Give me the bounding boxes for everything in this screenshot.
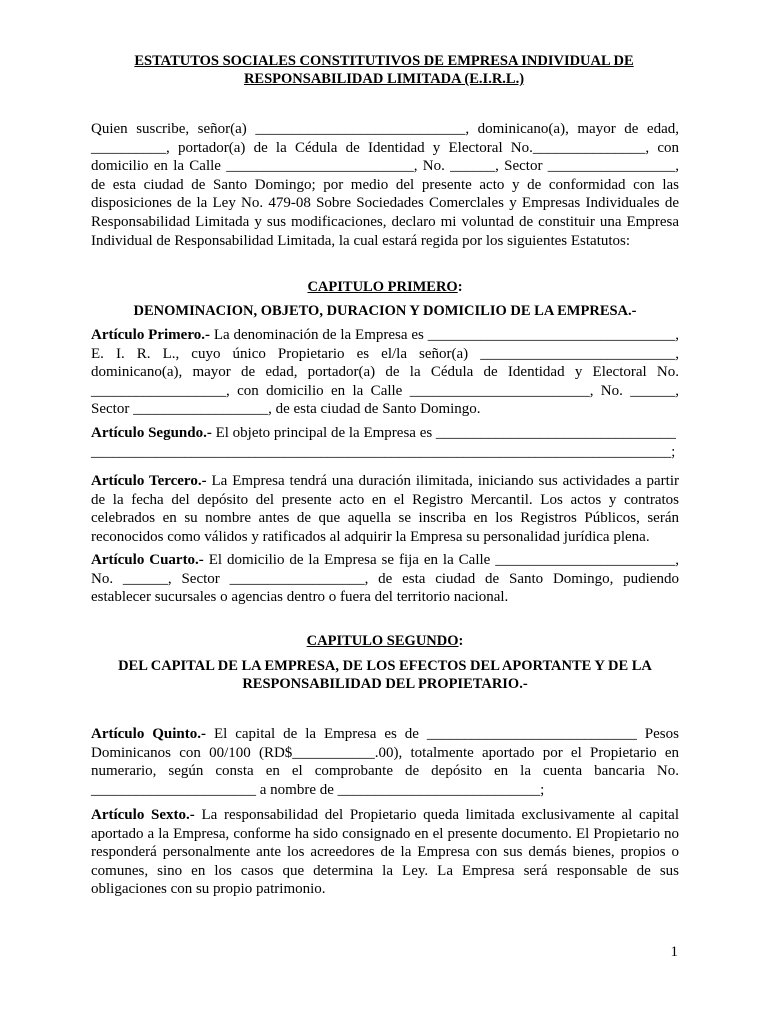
chapter-1-title: CAPITULO PRIMERO bbox=[307, 279, 458, 295]
article-6 bbox=[91, 806, 679, 899]
article-line: comunes, sino en los casos que determina la Ley. La Empresa será responsable de sus bbox=[91, 862, 679, 879]
article-line bbox=[91, 326, 679, 345]
article-3-text: La Empresa tendrá una duración ilimitada, iniciando sus actividades a partir bbox=[206, 473, 680, 489]
intro-line: disposiciones de la Ley No. 479-08 Sobre Sociedades Comerclales y Empresas Individuales de bbox=[91, 195, 679, 212]
chapter-1-colon: : bbox=[457, 279, 463, 295]
intro-line: Responsabilidad Limitada y sus modificaciones, declaro mi voluntad de constituir una Empresa bbox=[91, 213, 679, 230]
chapter-2-colon: : bbox=[458, 633, 464, 649]
article-line: __________________, con domicilio en la Calle ________________________, No. ______, bbox=[91, 382, 679, 399]
article-line: aportado a la Empresa, conforme ha sido consignado en el presente documento. El Propietario no bbox=[91, 825, 679, 842]
chapter-2-subheading bbox=[91, 657, 679, 693]
intro-line: Individual de Responsabilidad Limitada, la cual estará regida por los siguientes Estatutos: bbox=[91, 232, 631, 249]
chapter-1-subheading bbox=[91, 302, 679, 320]
article-5 bbox=[91, 725, 679, 799]
article-4-text: El domicilio de la Empresa se fija en la Calle ________________________, bbox=[203, 552, 679, 568]
intro-line: __________, portador(a) de la Cédula de Identidad y Electoral No._______________, con bbox=[91, 139, 679, 156]
article-1 bbox=[91, 326, 679, 419]
intro-line: domicilio en la Calle _________________________, No. ______, Sector _________________, bbox=[91, 158, 679, 175]
article-line: _________________________________________________________________________________; bbox=[91, 443, 676, 460]
chapter-1-heading bbox=[91, 278, 679, 296]
article-2-label: Artículo Segundo.- bbox=[91, 425, 212, 441]
chapter-1-subtitle: DENOMINACION, OBJETO, DURACION Y DOMICILIO DE LA EMPRESA.- bbox=[133, 303, 637, 319]
article-line bbox=[91, 424, 679, 443]
page-number: 1 bbox=[670, 944, 678, 960]
article-4 bbox=[91, 551, 679, 607]
article-line bbox=[91, 725, 679, 744]
chapter-2-heading bbox=[91, 632, 679, 650]
article-line: responderá personalmente ante los acreedores de la Empresa con sus demás bienes, propios o bbox=[91, 844, 679, 861]
article-2 bbox=[91, 424, 679, 461]
article-line: Sector __________________, de esta ciudad de Santo Domingo. bbox=[91, 401, 481, 418]
article-3 bbox=[91, 472, 679, 546]
document-title bbox=[70, 52, 698, 88]
article-6-text: La responsabilidad del Propietario queda limitada exclusivamente al capital bbox=[194, 807, 680, 823]
intro-line: de esta ciudad de Santo Domingo; por medio del presente acto y de conformidad con las bbox=[91, 176, 679, 193]
article-2-text: El objeto principal de la Empresa es ________________________________ bbox=[211, 425, 676, 441]
article-line: establecer sucursales o agencias dentro o fuera del territorio nacional. bbox=[91, 589, 509, 606]
article-line: No. ______, Sector __________________, de esta ciudad de Santo Domingo, pudiendo bbox=[91, 570, 679, 587]
intro-line: Quien suscribe, señor(a) ____________________________, dominicano(a), mayor de edad, bbox=[91, 121, 679, 137]
article-line: dominicano(a), mayor de edad, portador(a) de la Cédula de Identidad y Electoral No. bbox=[91, 364, 679, 381]
article-line bbox=[91, 806, 679, 825]
article-line: reconocidos como válidos y ratificados al adquirir la Empresa su personalidad jurídica plena. bbox=[91, 528, 650, 545]
article-5-label: Artículo Quinto.- bbox=[91, 726, 207, 742]
article-line: celebrados en su nombre antes de que aquella se inscriba en los Registros Públicos, serán bbox=[91, 510, 679, 527]
chapter-2-subtitle-line-2: RESPONSABILIDAD DEL PROPIETARIO.- bbox=[242, 676, 528, 692]
article-1-text: La denominación de la Empresa es _________________________________, bbox=[209, 327, 679, 343]
article-line bbox=[91, 472, 679, 491]
article-3-label: Artículo Tercero.- bbox=[91, 473, 207, 489]
article-line: de la fecha del depósito del presente acto en el Registro Mercantil. Los actos y contratos bbox=[91, 491, 679, 508]
article-5-text: El capital de la Empresa es de ____________________________ Pesos bbox=[206, 726, 679, 742]
article-line: obligaciones con su propio patrimonio. bbox=[91, 881, 326, 898]
intro-paragraph bbox=[91, 120, 679, 250]
article-line: Dominicanos con 00/100 (RD$___________.00), totalmente aportado por el Propietario en bbox=[91, 744, 679, 761]
article-6-label: Artículo Sexto.- bbox=[91, 807, 195, 823]
chapter-2-title: CAPITULO SEGUNDO bbox=[306, 633, 459, 649]
article-1-label: Artículo Primero.- bbox=[91, 327, 210, 343]
article-4-label: Artículo Cuarto.- bbox=[91, 552, 204, 568]
chapter-2-subtitle-line-1: DEL CAPITAL DE LA EMPRESA, DE LOS EFECTOS DEL APORTANTE Y DE LA bbox=[118, 658, 652, 674]
article-line: E. I. R. L., cuyo único Propietario es el/la señor(a) __________________________, bbox=[91, 345, 679, 362]
article-line: ______________________ a nombre de ___________________________; bbox=[91, 781, 545, 798]
article-line: numerario, según consta en el comprobante de depósito en la cuenta bancaria No. bbox=[91, 763, 679, 780]
article-line bbox=[91, 551, 679, 570]
title-line-2: RESPONSABILIDAD LIMITADA (E.I.R.L.) bbox=[243, 71, 525, 87]
title-line-1: ESTATUTOS SOCIALES CONSTITUTIVOS DE EMPRESA INDIVIDUAL DE bbox=[134, 53, 634, 69]
